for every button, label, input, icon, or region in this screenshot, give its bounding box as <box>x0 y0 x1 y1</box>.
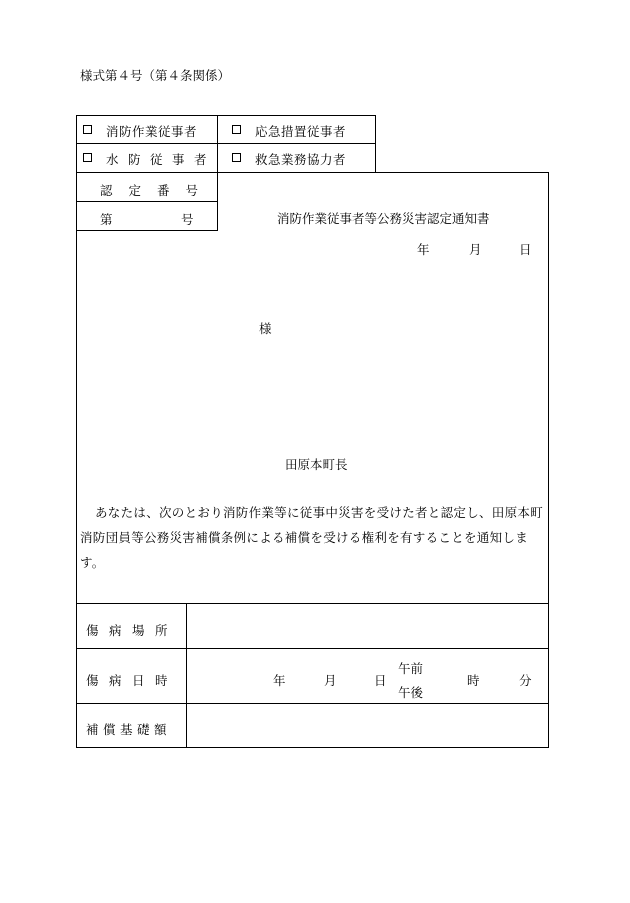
date-year-mark: 年 <box>417 242 430 257</box>
issuer-name: 田原本町長 <box>285 457 348 472</box>
injury-year-mark: 年 <box>273 673 286 688</box>
label-flood-control-worker: 水防従事者 <box>106 152 217 167</box>
injury-place-label: 傷病場所 <box>86 623 179 638</box>
checkbox-flood-control-worker[interactable] <box>83 153 92 162</box>
row-divider-2 <box>76 703 549 704</box>
form-label: 様式第４号（第４条関係） <box>80 68 231 83</box>
document-title: 消防作業従事者等公務災害認定通知書 <box>277 211 490 226</box>
cert-number-label: 認定番号 <box>100 183 215 198</box>
cert-number-divider <box>76 201 218 202</box>
row-divider-1 <box>76 648 549 649</box>
am-option[interactable]: 午前 <box>398 661 424 676</box>
checkbox-emergency-cooperator[interactable] <box>232 153 241 162</box>
injury-month-mark: 月 <box>324 673 337 688</box>
checkbox-table-divider <box>76 143 376 144</box>
pm-option[interactable]: 午後 <box>398 685 424 700</box>
date-day-mark: 日 <box>519 242 532 257</box>
notice-body: あなたは、次のとおり消防作業等に従事中災害を受けた者と認定し、田原本町消防団員等公務災害補償条例による補償を受ける権利を有することを通知します。 <box>80 505 544 570</box>
rows-top-border <box>76 603 549 604</box>
label-emergency-measure-worker: 応急措置従事者 <box>255 124 347 139</box>
label-firefighting-worker: 消防作業従事者 <box>106 124 198 139</box>
injury-day-mark: 日 <box>374 673 387 688</box>
date-month-mark: 月 <box>469 242 482 257</box>
injury-datetime-label: 傷病日時 <box>86 673 179 688</box>
checkbox-table-vdivider <box>217 115 218 173</box>
rows-label-divider <box>186 603 187 748</box>
cert-number-suffix: 号 <box>181 212 194 227</box>
label-emergency-cooperator: 救急業務協力者 <box>255 152 347 167</box>
injury-hour-mark: 時 <box>467 673 480 688</box>
compensation-label: 補償基礎額 <box>86 722 172 737</box>
injury-minute-mark: 分 <box>519 673 532 688</box>
cert-number-prefix: 第 <box>100 212 113 227</box>
checkbox-emergency-measure-worker[interactable] <box>232 125 241 134</box>
checkbox-firefighting-worker[interactable] <box>83 125 92 134</box>
addressee-suffix: 様 <box>259 321 272 336</box>
